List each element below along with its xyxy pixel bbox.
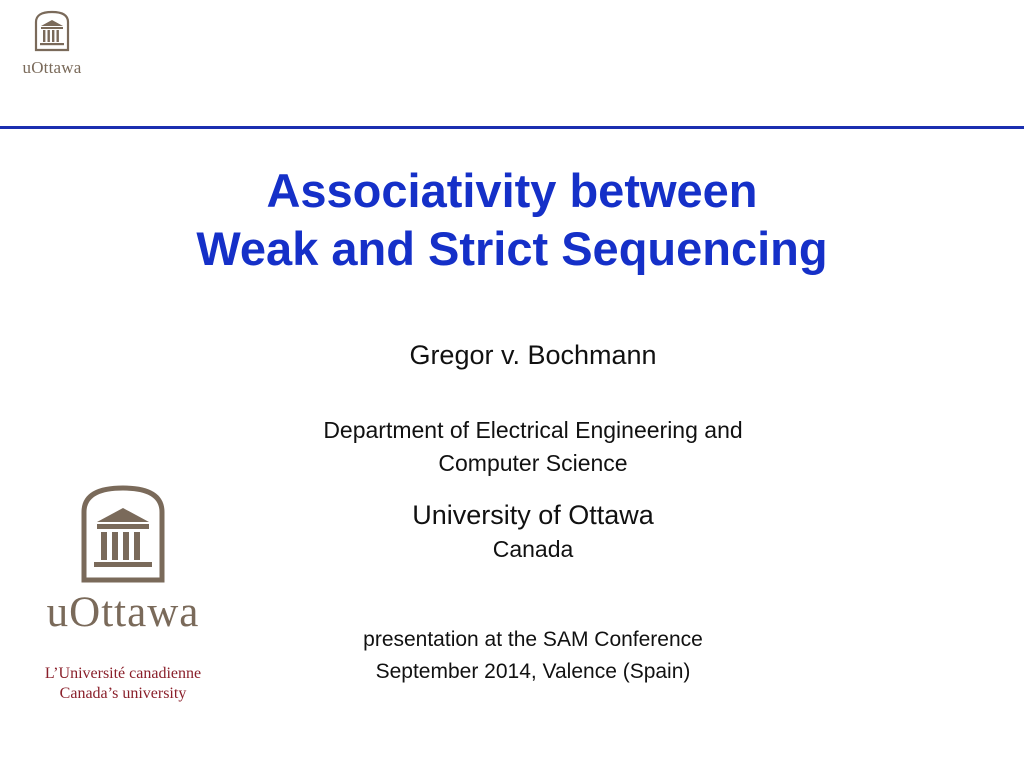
department-line-1: Department of Electrical Engineering and [323, 417, 743, 443]
department-line-2: Computer Science [438, 450, 628, 476]
university-building-icon [80, 484, 166, 584]
university-building-icon [34, 10, 70, 52]
uottawa-logo-small [12, 10, 92, 80]
uottawa-logo-large [18, 484, 228, 714]
title-line-1: Associativity between [266, 164, 758, 217]
title-line-2: Weak and Strict Sequencing [196, 222, 828, 275]
presentation-line-1: presentation at the SAM Conference [363, 628, 703, 651]
uottawa-wordmark: uOttawa [22, 58, 82, 77]
author-name: Gregor v. Bochmann [409, 340, 657, 370]
uottawa-tagline [18, 664, 228, 704]
header-divider [0, 126, 1024, 129]
slide-title [0, 162, 1024, 278]
presentation-line-2: September 2014, Valence (Spain) [375, 660, 691, 683]
tagline-en: Canada’s university [59, 685, 187, 702]
uottawa-wordmark: uOttawa [46, 589, 200, 636]
department [0, 414, 1024, 480]
country: Canada [492, 536, 574, 562]
tagline-fr: L’Université canadienne [44, 665, 202, 682]
university-name: University of Ottawa [412, 500, 654, 530]
